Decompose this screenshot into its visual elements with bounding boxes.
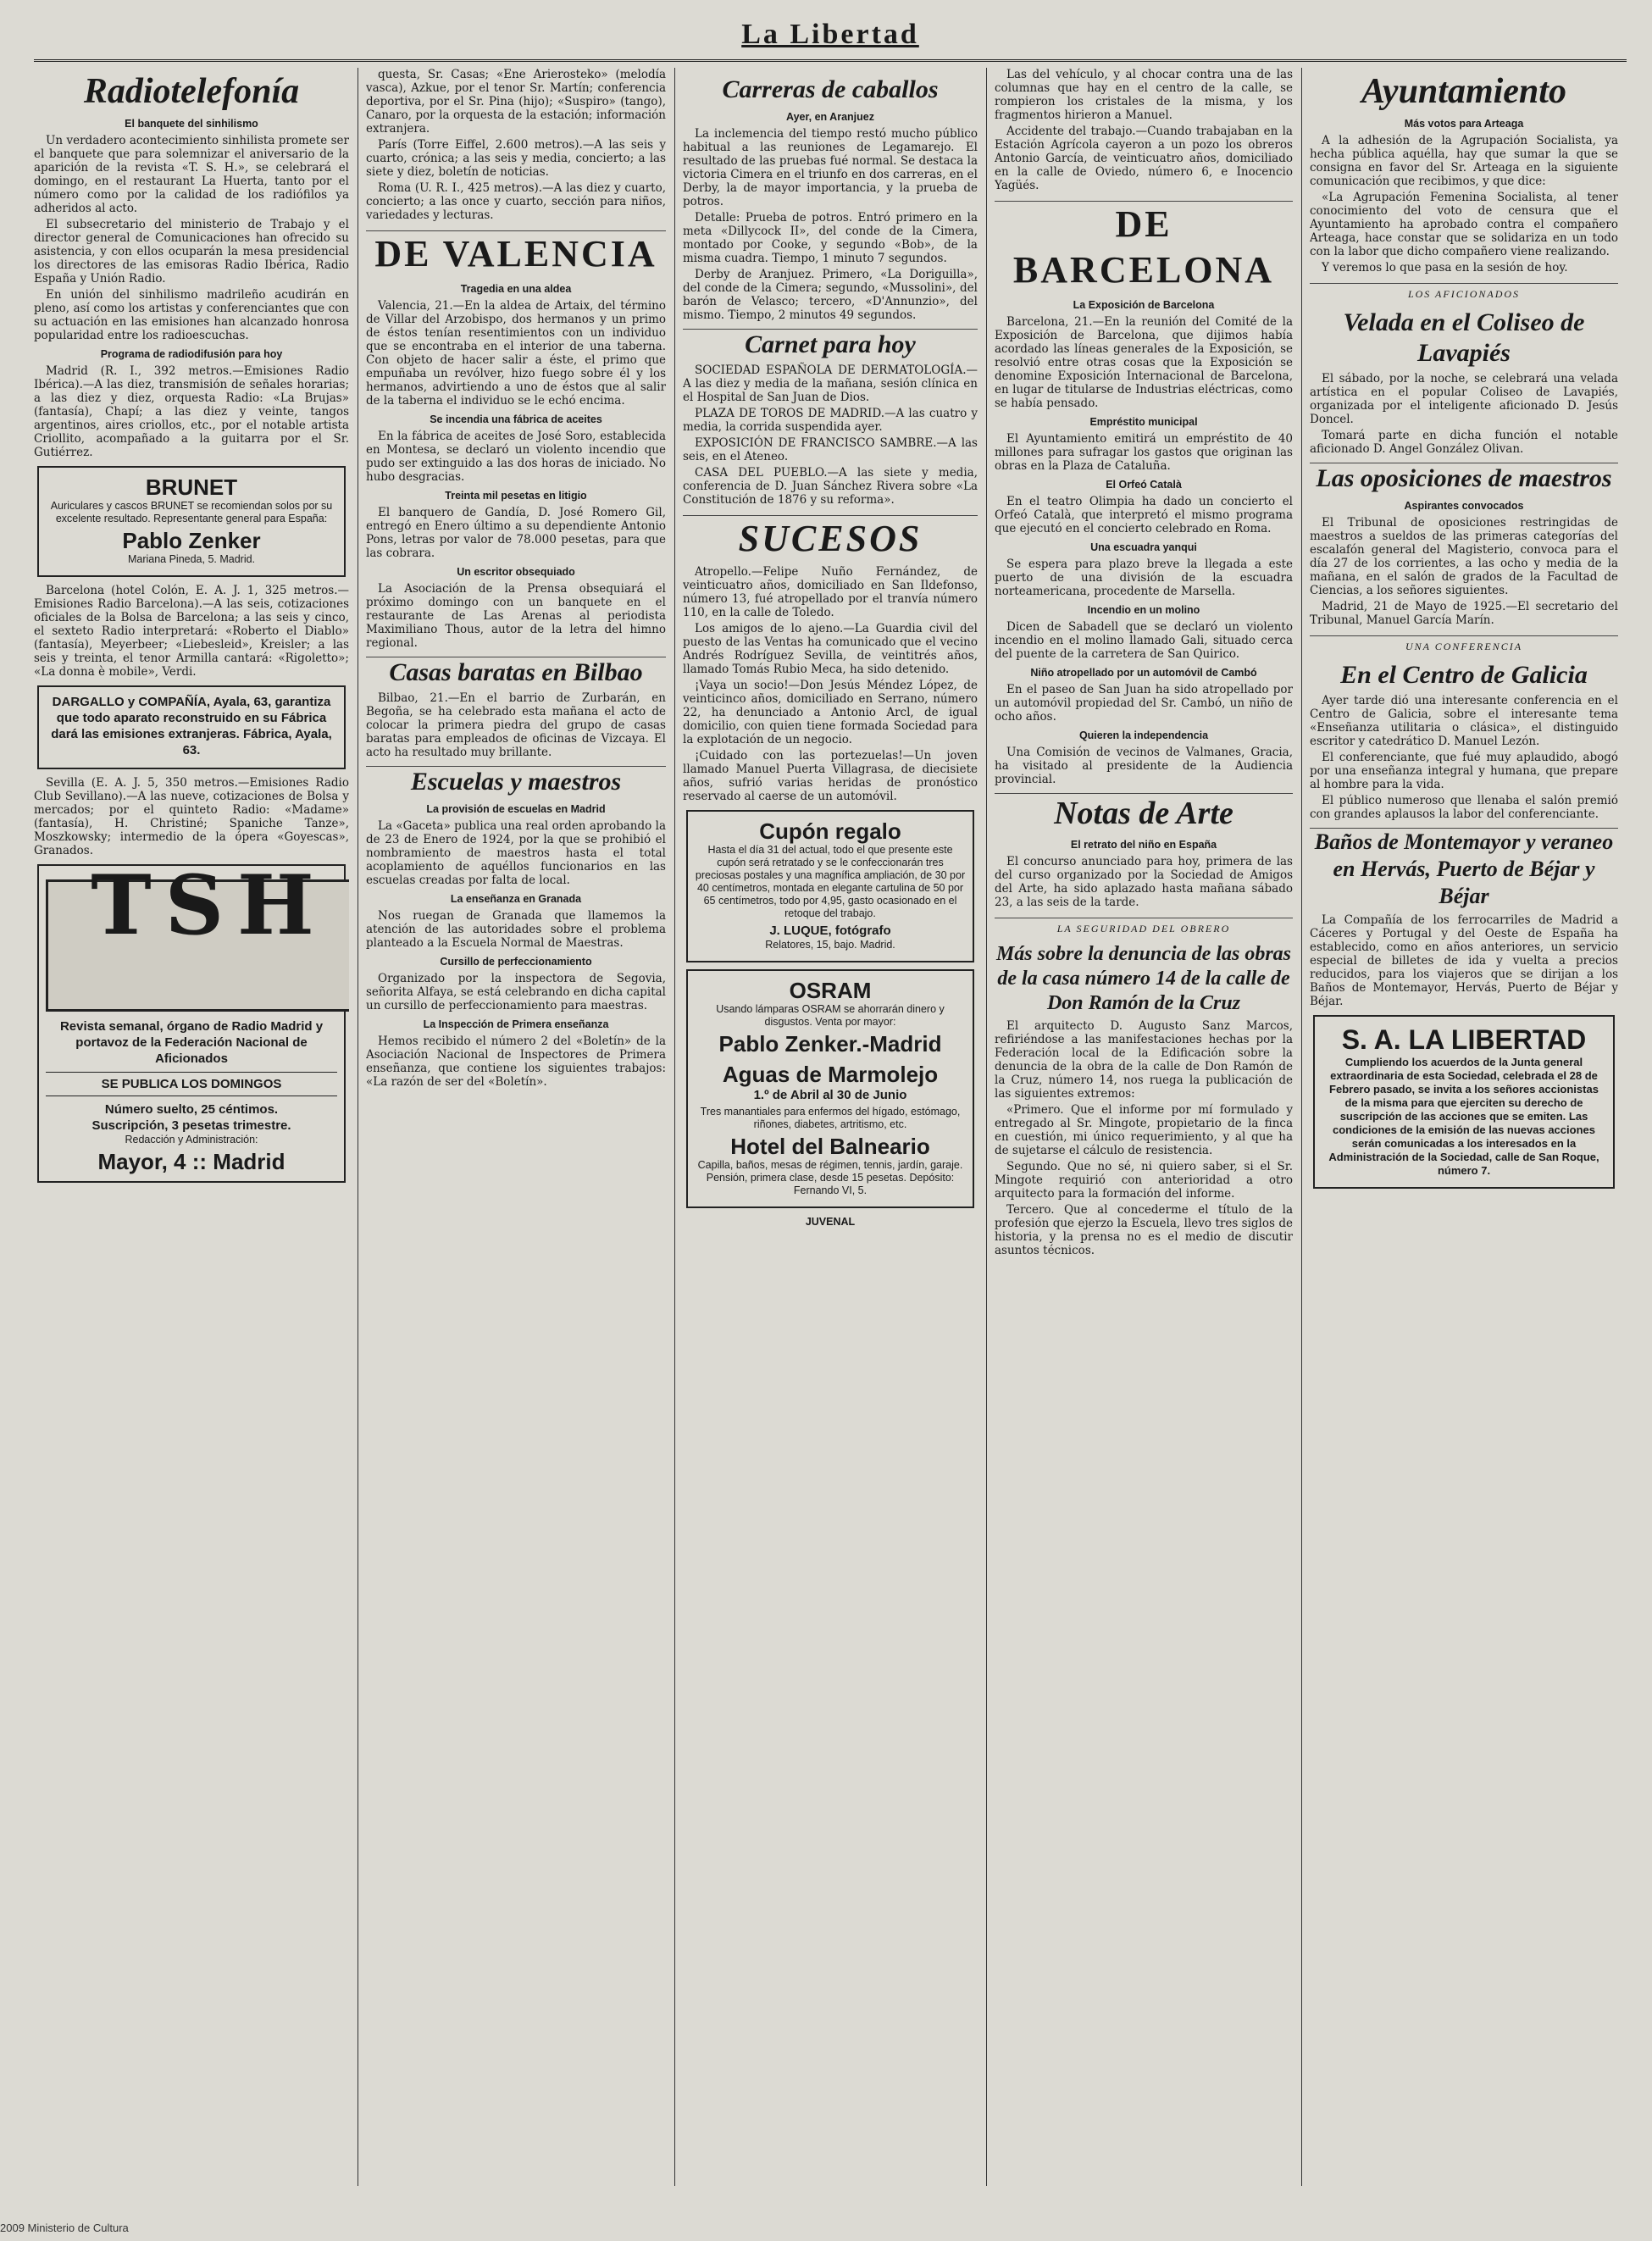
brunet-title: BRUNET	[145, 474, 238, 500]
paragraph: Detalle: Prueba de potros. Entró primero en la meta «Dillycock II», del conde de la Cimera, montado por Cooke, y segundo «Bob», de la misma cuadra. Tiempo, 1 minuto 7 segundos.	[683, 211, 978, 265]
paragraph: En la fábrica de aceites de José Soro, establecida en Montesa, se declaró un violento incendio que pudo ser extinguido a las dos horas de iniciado. No hubo desgracias.	[366, 430, 666, 484]
headline-carreras: Carreras de caballos	[722, 75, 939, 103]
column-rule	[986, 68, 987, 2186]
brunet-text: Auriculares y cascos BRUNET se recomiendan solos por su excelente resultado. Representante general para España:	[50, 500, 333, 524]
dargallo-text: DARGALLO y COMPAÑÍA, Ayala, 63, garantiza que todo aparato reconstruido en su Fábrica dará las emisiones extranjeras. Fábrica, Ayala, 63.	[51, 695, 332, 757]
paragraph: Nos ruegan de Granada que llamemos la atención de las autoridades sobre el problema planteado a la Escuela Normal de Maestras.	[366, 909, 666, 950]
paragraph: Las del vehículo, y al chocar contra una de las columnas que hay en el centro de la calle, se rompieron los cristales de la misma, y los fragmentos hirieron a Manuel.	[995, 68, 1293, 122]
paragraph: Un verdadero acontecimiento sinhilista promete ser el banquete que para solemnizar el aniversario de la aparición de la revista «T. S. H.», se celebrará el domingo, en el restaurant La Huerta, tanto por el número como por la calidad de los radiófilos ya adheridos al acto.	[34, 134, 349, 215]
paragraph: El subsecretario del ministerio de Trabajo y el director general de Comunicaciones han ofrecido su asistencia, y con ellos ocuparán la mesa presidencial los directores de las emisoras Radio Ibérica, Radio España y Unión Radio.	[34, 218, 349, 286]
osram-text: Usando lámparas OSRAM se ahorrarán dinero y disgustos. Venta por mayor:	[716, 1003, 945, 1028]
subhead: La Exposición de Barcelona	[1073, 299, 1215, 311]
headline-sucesos: SUCESOS	[683, 515, 978, 562]
headline-notas-arte: Notas de Arte	[995, 793, 1293, 833]
paragraph: ¡Cuidado con las portezuelas!—Un joven llamado Manuel Puerta Villagrasa, de diecisiete años, sufrió varias heridas de pronóstico reservado al caerse de un automóvil.	[683, 749, 978, 803]
subhead: Niño atropellado por un automóvil de Cambó	[1030, 667, 1257, 679]
footer-credit: 2009 Ministerio de Cultura	[0, 2222, 129, 2234]
subhead: Un escritor obsequiado	[457, 566, 575, 578]
paragraph: Y veremos lo que pasa en la sesión de hoy.	[1322, 261, 1568, 275]
subhead: Ayer, en Aranjuez	[786, 111, 874, 123]
cupon-address: Relatores, 15, bajo. Madrid.	[765, 939, 895, 951]
tsh-price: Número suelto, 25 céntimos.	[104, 1102, 279, 1117]
column-rule	[674, 68, 675, 2186]
sa-text: Cumpliendo los acuerdos de la Junta general extraordinaria de esta Sociedad, celebrada el 28 de Febrero pasado, se invita a los señores accionistas de la misma para que ejerciten su derecho de suscripción de las acciones que se emiten. Las condiciones de la emisión de las nuevas acciones serán comunicadas a los interesados en la Administración de la Sociedad, calle de San Roque, número 7.	[1328, 1056, 1599, 1177]
aguas-title: Aguas de Marmolejo	[722, 1062, 939, 1087]
subhead: Empréstito municipal	[1089, 416, 1198, 428]
subhead: La Inspección de Primera enseñanza	[423, 1018, 609, 1030]
paragraph: Sevilla (E. A. J. 5, 350 metros.—Emisiones Radio Club Sevillano).—A las nueve, cotizaciones de Bolsa y mercados; por el quinteto Radio: «Madame» (fantasía), H. Christiné; Spaniche Tanze», Moszkowsky; intermedio de la ópera «Goyescas», Granados.	[34, 776, 349, 857]
paragraph: Dicen de Sabadell que se declaró un violento incendio en el molino llamado Gali, situado cerca del puente de la carretera de San Quirico.	[995, 620, 1293, 661]
osram-name: Pablo Zenker.-Madrid	[718, 1031, 942, 1057]
column-3	[683, 68, 978, 2186]
paragraph: Atropello.—Felipe Nuño Fernández, de veinticuatro años, domiciliado en San Ildefonso, número 13, fué atropellado por el tranvía número 110, en la calle de Toledo.	[683, 565, 978, 619]
section-label: LOS AFICIONADOS	[1310, 283, 1618, 301]
paragraph: París (Torre Eiffel, 2.600 metros).—A las seis y cuarto, crónica; a las seis y media, concierto; a las siete y diez, boletín de noticias.	[366, 138, 666, 179]
paragraph: Hemos recibido el número 2 del «Boletín» de la Asociación Nacional de Inspectores de Primera enseñanza, que contiene los siguientes trabajos: «La razón de ser del «Boletín».	[366, 1035, 666, 1089]
osram-ad	[686, 969, 974, 1208]
brunet-address: Mariana Pineda, 5. Madrid.	[127, 553, 256, 565]
tsh-publication: SE PUBLICA LOS DOMINGOS	[46, 1072, 337, 1096]
paragraph: Roma (U. R. I., 425 metros).—A las diez y cuarto, concierto; a las once y cuarto, sección para niños, variedades y lecturas.	[366, 181, 666, 222]
paragraph: PLAZA DE TOROS DE MADRID.—A las cuatro y media, la corrida suspendida ayer.	[683, 407, 978, 434]
paragraph: Tercero. Que al concederme el título de la profesión que ejerzo la Escuela, llevo tres siglos de historia, y la prensa no es el medio de discutir asuntos técnicos.	[995, 1203, 1293, 1257]
subhead: Programa de radiodifusión para hoy	[100, 348, 283, 360]
headline-galicia: En el Centro de Galicia	[1340, 661, 1588, 689]
tsh-subscription: Suscripción, 3 pesetas trimestre.	[91, 1118, 291, 1133]
paragraph: El sábado, por la noche, se celebrará una velada artística en el popular Coliseo de Lavapiés, organizada por el inteligente aficionado D. Jesús Doncel.	[1310, 372, 1618, 426]
paragraph: Valencia, 21.—En la aldea de Artaix, del término de Villar del Arzobispo, dos hermanos y un primo de éstos tenían resentimientos con un individuo que se encontraba en el interior de una taberna. Con objeto de hacer salir a éste, el primo que empuñaba un revólver, hizo fuego sobre él y los hermanos, advirtiendo a uno de éstos que al salir de la taberna el individuo se le echó encima.	[366, 299, 666, 408]
paragraph: Madrid (R. I., 392 metros.—Emisiones Radio Ibérica).—A las diez, transmisión de señales horarias; a las diez y diez, orquesta Radio: «La Brujas» (fantasía), Chapí; a las diez y veinte, tangos argentinos, aires criollos, etc., por el notable artista Criollito, acompañado a la guitarra por el Sr. Gutiérrez.	[34, 364, 349, 459]
tsh-logo-text: TSH	[91, 857, 328, 953]
paragraph: El conferenciante, que fué muy aplaudido, abogó por una enseñanza integral y humana, que prepare al hombre para la vida.	[1310, 751, 1618, 791]
paragraph: Se espera para plazo breve la llegada a este puerto de una división de la escuadra norteamericana, procedente de Marsella.	[995, 557, 1293, 598]
headline-banos: Baños de Montemayor y veraneo en Hervás, Puerto de Béjar y Béjar	[1310, 828, 1618, 910]
paragraph: La Compañía de los ferrocarriles de Madrid a Cáceres y Portugal y del Oeste de España ha establecido, como en años anteriores, un servicio especial de billetes de ida y vuelta a precios reducidos, para los viajeros que se dirijan a los Baños de Montemayor, Hervás, Puerto de Béjar y Béjar.	[1310, 913, 1618, 1008]
paragraph: Madrid, 21 de Mayo de 1925.—El secretario del Tribunal, Manuel García Marín.	[1310, 600, 1618, 627]
sa-libertad-notice	[1313, 1015, 1615, 1189]
subhead: La provisión de escuelas en Madrid	[426, 803, 606, 815]
subhead: El banquete del sinhilismo	[125, 118, 258, 130]
paragraph: El arquitecto D. Augusto Sanz Marcos, refiriéndose a las manifestaciones hechas por la Federación local de la Edificación sobre la denuncia de la obra de la calle de Don Ramón de la Cruz, número 14, nos ruega la publicación de las siguientes extremos:	[995, 1019, 1293, 1101]
column-4	[995, 68, 1293, 2186]
subhead: El retrato del niño en España	[1070, 839, 1217, 851]
masthead	[34, 19, 1627, 62]
paragraph: El concurso anunciado para hoy, primera de las del curso organizado por la Sociedad de Amigos del Arte, ha sido aplazado hasta mañana sábado 23, a las seis de la tarde.	[995, 855, 1293, 909]
paragraph: Barcelona, 21.—En la reunión del Comité de la Exposición de Barcelona, que dijimos había acordado las líneas generales de la Exposición, se resolvió entre otras cosas que la Exposición se denomine Exposición Internacional de Barcelona, en lugar de titularse de Industrias eléctricas, como se había pensado.	[995, 315, 1293, 410]
paragraph: La inclemencia del tiempo restó mucho público habitual a las reuniones de Legamarejo. El resultado de las pruebas fué normal. Se destaca la victoria Cimera en el triunfo en dos carreras, en el Derby, la de mayor importancia, y la prueba de potros.	[683, 127, 978, 208]
hotel-title: Hotel del Balneario	[730, 1134, 930, 1159]
paragraph: SOCIEDAD ESPAÑOLA DE DERMATOLOGÍA.—A las diez y media de la mañana, sesión clínica en el Hospital de San Juan de Dios.	[683, 363, 978, 404]
column-5	[1310, 68, 1618, 2186]
paragraph: Ayer tarde dió una interesante conferencia en el Centro de Galicia, sobre el interesante tema «Enseñanza utilitaria o clásica», el distinguido escritor y catedrático D. Manuel Lezón.	[1310, 694, 1618, 748]
paragraph: En el teatro Olimpia ha dado un concierto el Orfeó Català, que interpretó el mismo programa que ejecutó en el concierto celebrado en Roma.	[995, 495, 1293, 535]
paragraph: El banquero de Gandía, D. José Romero Gil, entregó en Enero último a su dependiente Antonio Pons, letras por valor de 78.000 pesetas, para que las cobrara.	[366, 506, 666, 560]
section-label: UNA CONFERENCIA	[1310, 635, 1618, 653]
paragraph: Derby de Aranjuez. Primero, «La Doriguilla», del conde de la Cimera; segundo, «Mussolini», del barón de Velasco; tercero, «D'Annunzio», del mismo. Tiempo, 2 minutos 49 segundos.	[683, 268, 978, 322]
subhead: Una escuadra yanqui	[1090, 541, 1197, 553]
printer-juvenal: JUVENAL	[805, 1216, 856, 1228]
subhead: Se incendia una fábrica de aceites	[430, 413, 602, 425]
paragraph: La «Gaceta» publica una real orden aprobando la de 23 de Enero de 1924, por la que se prohibió el nombramiento de maestros hasta el total acoplamiento de aquéllos funcionarios en las escuelas creadas por falta de local.	[366, 819, 666, 887]
headline-seguridad: Más sobre la denuncia de las obras de la casa número 14 de la calle de Don Ramón de la Cruz	[995, 943, 1292, 1014]
paragraph: Barcelona (hotel Colón, E. A. J. 1, 325 metros.—Emisiones Radio Barcelona).—A las seis, cotizaciones oficiales de la Bolsa de Barcelona; a las seis y cinco, el sexteto Radio interpretará: «Roberto el Diablo» (fantasía), Meyerbeer; «Liebesleid», Kreisler; a las seis y treinta, el tenor Armilla cantará: «Rigoletto»; «La donna è mobile», Verdi.	[34, 584, 349, 679]
subhead: Más votos para Arteaga	[1404, 118, 1524, 130]
paragraph: Tomará parte en dicha función el notable aficionado D. Angel González Olivan.	[1310, 429, 1618, 456]
tsh-admin-label: Redacción y Administración:	[125, 1134, 258, 1145]
headline-oposiciones: Las oposiciones de maestros	[1310, 463, 1618, 494]
paragraph: questa, Sr. Casas; «Ene Arierosteko» (melodía vasca), Azkue, por el tenor Sr. Martín; conferencia deportiva, por el Sr. Pina (hijo); «Suspiro» (tango), Canaro, por la orquesta de la estación; información extranjera.	[366, 68, 666, 136]
paragraph: «La Agrupación Femenina Socialista, al tener conocimiento del voto de censura que el Ayuntamiento ha aprobado contra el compañero Arteaga, hace constar que se solidariza en un todo con la labor que dicho compañero viene realizando.	[1310, 191, 1618, 258]
paragraph: Segundo. Que no sé, ni quiero saber, si el Sr. Mingote requirió con anterioridad a otro arquitecto para la formación del informe.	[995, 1160, 1293, 1201]
paragraph: Una Comisión de vecinos de Valmanes, Gracia, ha visitado al presidente de la Audiencia provincial.	[995, 746, 1293, 786]
subhead: Quieren la independencia	[1078, 729, 1209, 741]
paragraph: EXPOSICIÓN DE FRANCISCO SAMBRE.—A las seis, en el Ateneo.	[683, 436, 978, 463]
cupon-text: Hasta el día 31 del actual, todo el que presente este cupón será retratado y se le confeccionarán tres preciosas postales y una magnífica ampliación, de 30 por 40 centímetros, montada en elegante cartulina de 50 por 65 centímetros, todo por 4,95, gasto ocasionado en el retoque del trabajo.	[695, 844, 966, 919]
hotel-text: Capilla, baños, mesas de régimen, tennis, jardín, garaje. Pensión, primera clase, desde 15 pesetas. Depósito: Fernando VI, 5.	[697, 1159, 963, 1196]
sa-title: S. A. LA LIBERTAD	[1341, 1024, 1587, 1055]
paragraph: A la adhesión de la Agrupación Socialista, ya hecha pública aquélla, hay que sumar la que se consigna en favor del Sr. Arteaga en la siguiente comunicación que recibimos, y que dice:	[1310, 134, 1618, 188]
column-1	[34, 68, 349, 2186]
tsh-ad	[37, 857, 346, 1183]
subhead: El Orfeó Català	[1106, 479, 1182, 491]
subhead: Tragedia en una aldea	[460, 283, 572, 295]
column-2	[366, 68, 666, 2186]
brunet-ad	[37, 466, 346, 577]
cupon-ad	[686, 810, 974, 962]
cupon-title: Cupón regalo	[759, 818, 901, 844]
headline-barcelona: DE BARCELONA	[995, 201, 1293, 293]
paragraph: Bilbao, 21.—En el barrio de Zurbarán, en Begoña, se ha celebrado esta mañana el acto de colocar la primera piedra del grupo de casas baratas para empleados de oficinas de Vizcaya. El acto ha resultado muy brillante.	[366, 691, 666, 759]
subhead: Cursillo de perfeccionamiento	[440, 956, 592, 968]
paragraph: El Tribunal de oposiciones restringidas de maestros a sueldos de las primeras categorías del escalafón general del Magisterio, convoca para el día 27 de los corrientes, a las ocho y media de la mañana, en el salón de grados de la Facultad de Ciencias, a los señores siguientes.	[1310, 516, 1618, 597]
tsh-address: Mayor, 4 :: Madrid	[97, 1149, 285, 1174]
tsh-description: Revista semanal, órgano de Radio Madrid y portavoz de la Federación Nacional de Aficionados	[59, 1019, 324, 1066]
paragraph: «Primero. Que el informe por mí formulado y entregado al Sr. Mingote, propietario de la finca en cuestión, mi único requerimiento, y al que ha de sujetarse el cálculo de resistencia.	[995, 1103, 1293, 1157]
subhead: Incendio en un molino	[1087, 604, 1200, 616]
paragraph: Los amigos de lo ajeno.—La Guardia civil del puesto de las Ventas ha comunicado que el vecino Andrés Rodríguez Sevilla, de veintitrés años, llamado Tomás Rubio Meca, ha sido detenido.	[683, 622, 978, 676]
headline-velada: Velada en el Coliseo de Lavapiés	[1343, 308, 1585, 367]
subhead: Aspirantes convocados	[1404, 500, 1524, 512]
aguas-text: Tres manantiales para enfermos del hígado, estómago, riñones, diabetes, artritismo, etc.	[700, 1106, 961, 1130]
newspaper-title: La Libertad	[741, 19, 919, 50]
section-label: LA SEGURIDAD DEL OBRERO	[995, 918, 1293, 935]
headline-radiotelefonia: Radiotelefonía	[83, 72, 300, 111]
paragraph: CASA DEL PUEBLO.—A las siete y media, conferencia de D. Juan Sánchez Rivera sobre «La Constitución de 1876 y su reforma».	[683, 466, 978, 507]
paragraph: En el paseo de San Juan ha sido atropellado por un automóvil propiedad del Sr. Cambó, un niño de ocho años.	[995, 683, 1293, 724]
subhead: La enseñanza en Granada	[450, 893, 582, 905]
paragraph: ¡Vaya un socio!—Don Jesús Méndez López, de veinticinco años, domiciliado en Serrano, número 22, ha denunciado a Antonio Arcl, de igual domicilio, con quien tiene formada Sociedad para la explotación de un negocio.	[683, 679, 978, 746]
aguas-date: 1.º de Abril al 30 de Junio	[753, 1088, 907, 1102]
paragraph: El Ayuntamiento emitirá un empréstito de 40 millones para sufragar los gastos que originan las obras en la Plaza de Cataluña.	[995, 432, 1293, 473]
paragraph: El público numeroso que llenaba el salón premió con grandes aplausos la labor del conferenciante.	[1310, 794, 1618, 821]
dargallo-ad	[37, 685, 346, 769]
headline-valencia: DE VALENCIA	[366, 230, 666, 277]
column-rule	[1301, 68, 1302, 2186]
brunet-name: Pablo Zenker	[122, 528, 261, 553]
subhead: Treinta mil pesetas en litigio	[445, 490, 587, 502]
headline-carnet: Carnet para hoy	[683, 329, 978, 360]
paragraph: Accidente del trabajo.—Cuando trabajaban en la Estación Agrícola cayeron a un pozo los obreros Antonio García, de veinticuatro años, domiciliado en la calle de Oviedo, número 6, e Inocencio Yagüés.	[995, 125, 1293, 192]
paragraph: La Asociación de la Prensa obsequiará el próximo domingo con un banquete en el restaurante de Las Arenas al periodista Maximiliano Thous, autor de la letra del himno regional.	[366, 582, 666, 650]
osram-title: OSRAM	[789, 978, 872, 1003]
paragraph: Organizado por la inspectora de Segovia, señorita Alfaya, se está celebrando en dicha capital un cursillo de perfeccionamiento para maestras.	[366, 972, 666, 1012]
headline-escuelas: Escuelas y maestros	[366, 766, 666, 797]
cupon-firm: J. LUQUE, fotógrafo	[769, 924, 891, 938]
headline-bilbao: Casas baratas en Bilbao	[366, 657, 666, 688]
tsh-logo	[46, 857, 349, 1012]
headline-ayuntamiento: Ayuntamiento	[1361, 72, 1566, 111]
paragraph: En unión del sinhilismo madrileño acudirán en pleno, así como los artistas y conferenciantes que con su actuación en las emisiones han alcanzado honrosa popularidad entre los radioescuchas.	[34, 288, 349, 342]
